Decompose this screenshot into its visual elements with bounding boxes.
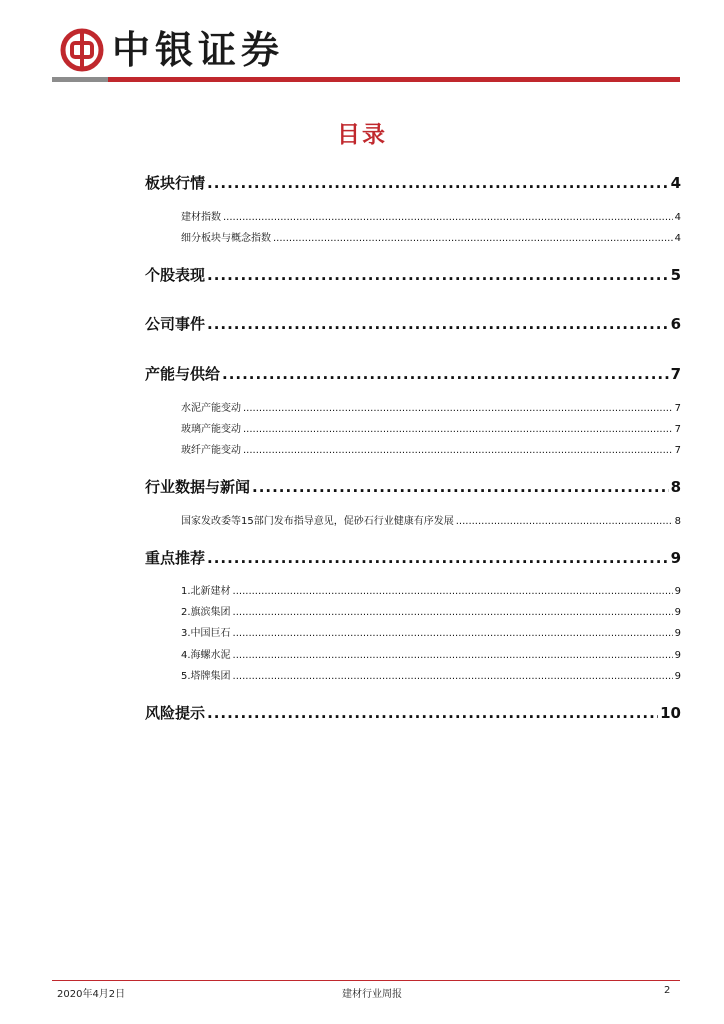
toc-section-entry[interactable] bbox=[145, 363, 681, 385]
toc-page-number: 9 bbox=[674, 671, 681, 682]
toc-dot-leader bbox=[233, 607, 673, 618]
toc-section-label: 重点推荐 bbox=[145, 549, 206, 567]
footer-page-number: 2 bbox=[664, 985, 671, 996]
toc-dot-leader bbox=[207, 174, 669, 192]
toc-section-label: 板块行情 bbox=[145, 174, 206, 192]
brand-logo bbox=[60, 28, 284, 72]
toc-page-number: 5 bbox=[670, 266, 681, 284]
toc-subsection-label: 建材指数 bbox=[181, 212, 221, 223]
toc-section-entry[interactable] bbox=[145, 172, 681, 194]
brand-name: 中银证券 bbox=[112, 27, 285, 72]
toc-dot-leader bbox=[233, 628, 673, 639]
toc-page-number: 7 bbox=[674, 403, 681, 414]
toc-page-number: 8 bbox=[670, 478, 681, 496]
toc-subsection-label: 玻纤产能变动 bbox=[181, 445, 241, 456]
toc-page-number: 4 bbox=[670, 174, 681, 192]
toc-page-number: 4 bbox=[674, 212, 681, 223]
footer-date: 2020年4月2日 bbox=[57, 989, 126, 1000]
toc-section-entry[interactable] bbox=[145, 313, 681, 335]
toc-section-label: 公司事件 bbox=[145, 315, 206, 333]
footer-report-name: 建材行业周报 bbox=[342, 989, 402, 1000]
toc-subsection-label: 2.旗滨集团 bbox=[181, 607, 231, 618]
bank-of-china-logo-icon bbox=[60, 28, 104, 72]
toc-subsection-entry[interactable] bbox=[181, 603, 681, 617]
toc-subsection-label: 细分板块与概念指数 bbox=[181, 233, 271, 244]
toc-subsection-label: 3.中国巨石 bbox=[181, 628, 231, 639]
toc-subsection-label: 1.北新建材 bbox=[181, 586, 231, 597]
toc-section-label: 个股表现 bbox=[145, 266, 206, 284]
toc-dot-leader bbox=[233, 650, 673, 661]
toc-title: 目录 bbox=[337, 121, 387, 148]
toc-page-number: 10 bbox=[660, 704, 681, 722]
toc-subsection-entry[interactable] bbox=[181, 208, 681, 222]
toc-dot-leader bbox=[252, 478, 669, 496]
toc-page-number: 9 bbox=[670, 549, 681, 567]
toc-dot-leader bbox=[207, 704, 658, 722]
toc-page-number: 9 bbox=[674, 650, 681, 661]
toc-subsection-label: 玻璃产能变动 bbox=[181, 424, 241, 435]
toc-section-entry[interactable] bbox=[145, 264, 681, 286]
toc-subsection-entry[interactable] bbox=[181, 646, 681, 660]
toc-page-number: 9 bbox=[674, 628, 681, 639]
toc-dot-leader bbox=[243, 403, 673, 414]
toc-subsection-label: 水泥产能变动 bbox=[181, 403, 241, 414]
toc-dot-leader bbox=[207, 266, 669, 284]
toc-subsection-entry[interactable] bbox=[181, 512, 681, 526]
toc-dot-leader bbox=[233, 671, 673, 682]
toc-subsection-label: 4.海螺水泥 bbox=[181, 650, 231, 661]
toc-page-number: 7 bbox=[674, 424, 681, 435]
toc-dot-leader bbox=[207, 549, 669, 567]
toc-dot-leader bbox=[456, 516, 673, 527]
toc-dot-leader bbox=[207, 315, 669, 333]
toc-page-number: 8 bbox=[674, 516, 681, 527]
toc-dot-leader bbox=[243, 424, 673, 435]
toc-section-entry[interactable] bbox=[145, 476, 681, 498]
toc-subsection-entry[interactable] bbox=[181, 667, 681, 681]
toc-page-number: 9 bbox=[674, 607, 681, 618]
toc-dot-leader bbox=[223, 212, 673, 223]
toc-page-number: 9 bbox=[674, 586, 681, 597]
header-rule bbox=[52, 77, 680, 82]
toc-dot-leader bbox=[222, 365, 669, 383]
toc-subsection-label: 国家发改委等15部门发布指导意见，促砂石行业健康有序发展 bbox=[181, 516, 454, 527]
toc-section-entry[interactable] bbox=[145, 547, 681, 569]
toc-subsection-entry[interactable] bbox=[181, 624, 681, 638]
toc-page-number: 7 bbox=[674, 445, 681, 456]
toc-page-number: 6 bbox=[670, 315, 681, 333]
toc-section-label: 行业数据与新闻 bbox=[145, 478, 251, 496]
toc-page-number: 7 bbox=[670, 365, 681, 383]
toc-subsection-entry[interactable] bbox=[181, 582, 681, 596]
toc-subsection-entry[interactable] bbox=[181, 420, 681, 434]
toc-subsection-label: 5.塔牌集团 bbox=[181, 671, 231, 682]
toc-dot-leader bbox=[273, 233, 673, 244]
toc-dot-leader bbox=[243, 445, 673, 456]
toc-subsection-entry[interactable] bbox=[181, 229, 681, 243]
toc-section-label: 产能与供给 bbox=[145, 365, 221, 383]
toc-section-entry[interactable] bbox=[145, 702, 681, 724]
toc-subsection-entry[interactable] bbox=[181, 399, 681, 413]
toc-section-label: 风险提示 bbox=[145, 704, 206, 722]
footer-rule bbox=[52, 980, 680, 981]
toc-dot-leader bbox=[233, 586, 673, 597]
toc-page-number: 4 bbox=[674, 233, 681, 244]
toc-subsection-entry[interactable] bbox=[181, 441, 681, 455]
